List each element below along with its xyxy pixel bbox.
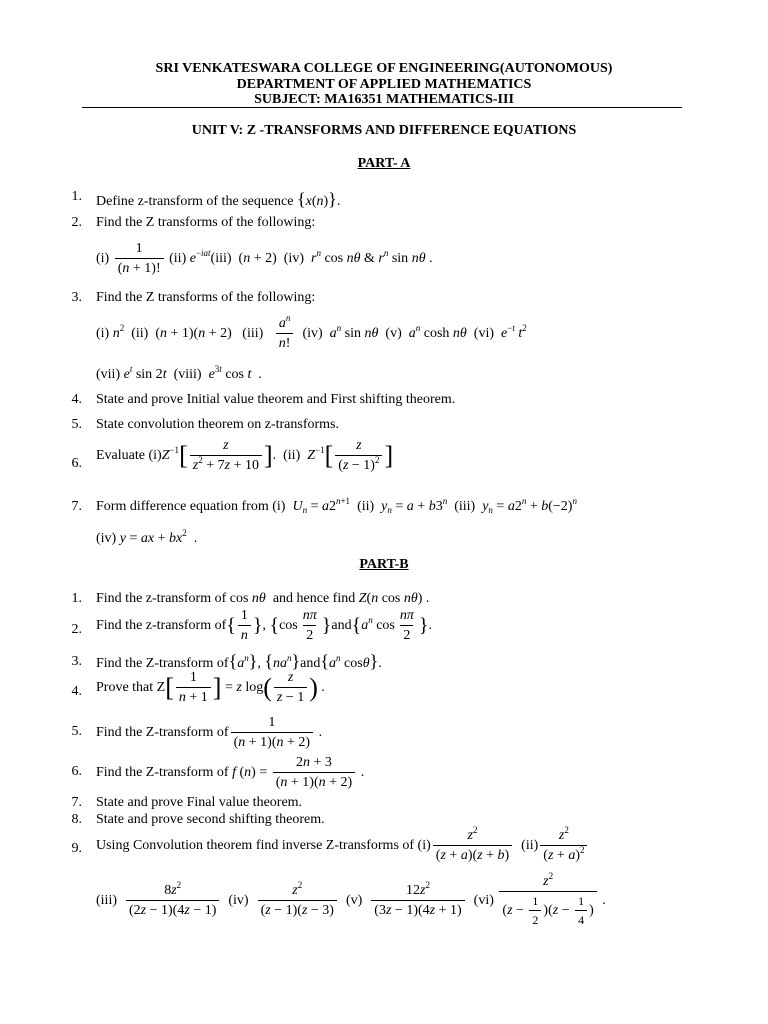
part-b-q5: Find the Z-transform of $\frac{1}{(n + 1)(n + 2)}$ . — [96, 715, 323, 750]
part-a-heading: PART- A — [357, 156, 411, 171]
part-a-q5-number: 5. — [71, 417, 82, 432]
part-b-q1-mid: and hence find — [272, 591, 356, 606]
subject-line: SUBJECT: MA16351 MATHEMATICS-III — [254, 92, 514, 107]
part-a-q1-math: {x(n)}. — [296, 189, 341, 209]
part-b-q2: Find the z-transform of{ $\frac{1}{n}$ }, {cos $\frac{n\pi}{2}$ }$and\{a^n$ cos $\frac{n\pi}{2}$ }. — [96, 608, 432, 643]
part-b-q9: Using Convolution theorem find inverse Z-transforms of (i) $\frac{z^2}{(z + a)(z + b)}$ (ii) $\frac{z^2}{(z + a)^2}$ — [96, 828, 589, 864]
part-b-q5-number: 5. — [71, 724, 82, 739]
part-b-q2-number: 2. — [71, 622, 82, 637]
part-b-q1-text: Find the z-transform of — [96, 591, 227, 606]
part-b-q7-text: State and prove Final value theorem. — [96, 795, 303, 810]
part-a-q2-items: (i) $\frac{1}{(n + 1)!}$ (ii) $e^{-iat}(iii) (n + 2)$ (iv) $r^n$ cos nθ & $r^n$ sin nθ . — [96, 241, 433, 276]
part-b-q8-text: State and prove second shifting theorem. — [96, 812, 325, 827]
header-divider — [82, 107, 682, 108]
part-b-q9-cont: (iii) $\frac{8z^2}{(2z - 1)(4z - 1)}$ (iv) $\frac{z^2}{(z - 1)(z - 3)}$ (v) $\frac{12z^2}{(3z - 1)(4z + 1)}$ (vi) $z^2$ (z − $\frac{1}{2}$ )(z − $\frac{1}{4}$ ) . — [96, 871, 606, 927]
part-b-q3-number: 3. — [71, 654, 82, 669]
part-a-q3-text: Find the Z transforms of the following: — [96, 290, 316, 305]
part-b-q2-text: Find the z-transform of — [96, 618, 227, 634]
part-a-q4-text: State and prove Initial value theorem and First shifting theorem. — [96, 392, 456, 407]
part-b-q8-number: 8. — [71, 812, 82, 827]
part-a-q1 — [96, 189, 340, 210]
unit-title: UNIT V: Z -TRANSFORMS AND DIFFERENCE EQUATIONS — [191, 123, 577, 138]
part-b-q5-text: Find the Z-transform of — [96, 725, 229, 741]
part-b-q4: Prove that Z[ $\frac{1}{n + 1}$ ] = z log( $\frac{z}{z - 1}$ ) . — [96, 670, 325, 705]
part-a-q3-items-cont: (vii) $e^t$ sin 2t (viii) $e^{3t}$ cos t . — [96, 364, 262, 382]
part-b-q1-number: 1. — [71, 591, 82, 606]
part-a-q1-number: 1. — [71, 189, 82, 204]
part-b-q4-text: Prove that Z — [96, 680, 166, 696]
part-b-q1: Find the z-transform of cos nθ and hence find Z(n cos nθ) . — [96, 591, 430, 606]
part-b-q3-text: Find the Z-transform of — [96, 656, 229, 671]
part-a-q1-text: Define z-transform of the sequence — [96, 194, 294, 209]
part-b-q9-text: Using Convolution theorem find inverse Z-transforms of (i) — [96, 838, 431, 854]
part-b-q6-number: 6. — [71, 764, 82, 779]
part-a-q6: Evaluate $(i)Z^{-1}$[ $\frac{z}{z^2 + 7z + 10}$ ]. (ii) $Z^{-1}$[ $\frac{z}{(z - 1)^2}$ ] — [96, 438, 394, 473]
part-a-q2-number: 2. — [71, 215, 82, 230]
part-a-q6-number: 6. — [71, 456, 82, 471]
part-a-q7-number: 7. — [71, 499, 82, 514]
department-name: DEPARTMENT OF APPLIED MATHEMATICS — [236, 77, 532, 92]
college-name: SRI VENKATESWARA COLLEGE OF ENGINEERING(AUTONOMOUS) — [155, 61, 613, 76]
part-b-q7-number: 7. — [71, 795, 82, 810]
part-a-q5-text: State convolution theorem on z-transforms. — [96, 417, 339, 432]
part-a-q7-cont: (iv) y = ax + $bx^2$ . — [96, 528, 198, 546]
part-a-q4-number: 4. — [71, 392, 82, 407]
part-a-q7: Form difference equation from (i) $U_n = a2^{n+1}$ (ii) $y_n = a + b3^n$ (iii) $y_n = a2^n + b(-2)^n$ — [96, 496, 577, 515]
part-b-q3: Find the Z-transform $of\{a^n\}$, $\{na^n\}and\{a^n$ cosθ}. — [96, 651, 382, 671]
part-b-q6-text: Find the Z-transform of — [96, 765, 229, 781]
part-b-q9-number: 9. — [71, 841, 82, 856]
part-a-q7-text: Form difference equation from (i) — [96, 499, 286, 514]
part-b-q4-number: 4. — [71, 684, 82, 699]
part-b-q6: Find the Z-transform of f (n) = $\frac{2n + 3}{(n + 1)(n + 2)}$ . — [96, 755, 365, 790]
part-a-q3-number: 3. — [71, 290, 82, 305]
part-b-heading: PART-B — [359, 557, 409, 572]
part-a-q6-text: Evaluate (i) — [96, 448, 162, 464]
part-a-q2-text: Find the Z transforms of the following: — [96, 215, 316, 230]
part-a-q3-items: (i) $n^2$ (ii) (n + 1)(n + 2) (iii) $\frac{a^n}{n!}$ (iv) $a^n$ sin nθ (v) $a^n$ cosh nθ (vi) $e^{-t}$ $t^2$ — [96, 313, 527, 351]
